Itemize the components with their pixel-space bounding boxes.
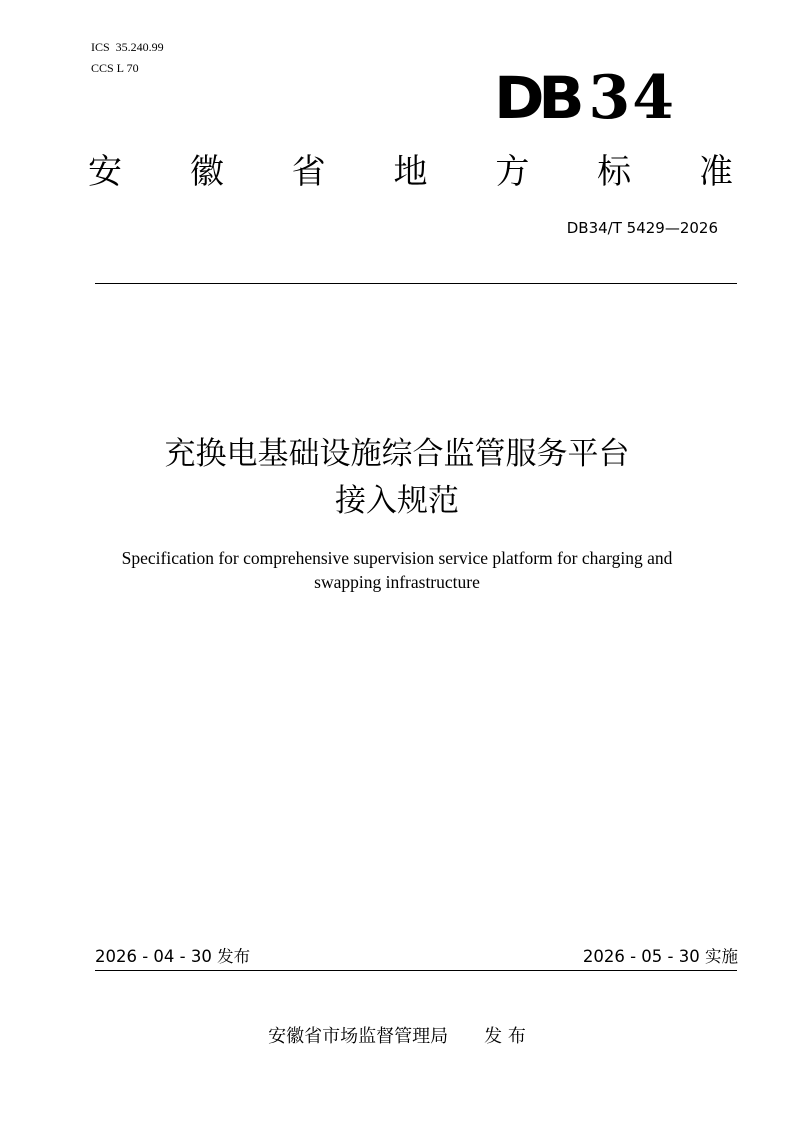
english-title: Specification for comprehensive supervision service platform for charging and swapping infrastructure (121, 548, 673, 592)
ccs-code: CCS L 70 (91, 61, 139, 75)
logo-letters: DB (494, 64, 579, 132)
publish-action: 发 布 (484, 1026, 526, 1047)
chinese-title-line-1: 充换电基础设施综合监管服务平台 (164, 436, 630, 472)
top-divider (95, 283, 737, 284)
db34-logo (494, 63, 676, 133)
logo-number: 34 (588, 63, 676, 133)
category-char: 准 (698, 152, 733, 192)
publisher-name: 安徽省市场监督管理局 (268, 1026, 449, 1047)
ics-code: ICS 35.240.99 (91, 40, 164, 54)
publisher-line (0, 1024, 794, 1050)
standard-category-title (88, 150, 733, 194)
category-char: 地 (393, 152, 428, 192)
chinese-title-line-2: 接入规范 (335, 483, 459, 519)
standard-number: DB34/T 5429—2026 (566, 219, 718, 237)
issue-date: 2026 - 04 - 30 发布 (95, 947, 251, 966)
category-char: 省 (291, 152, 326, 192)
implementation-date: 2026 - 05 - 30 实施 (582, 947, 738, 966)
category-char: 标 (597, 152, 632, 192)
category-char: 安 (88, 152, 122, 192)
category-char: 方 (495, 152, 530, 192)
category-char: 徽 (189, 152, 224, 192)
bottom-divider (95, 970, 737, 971)
